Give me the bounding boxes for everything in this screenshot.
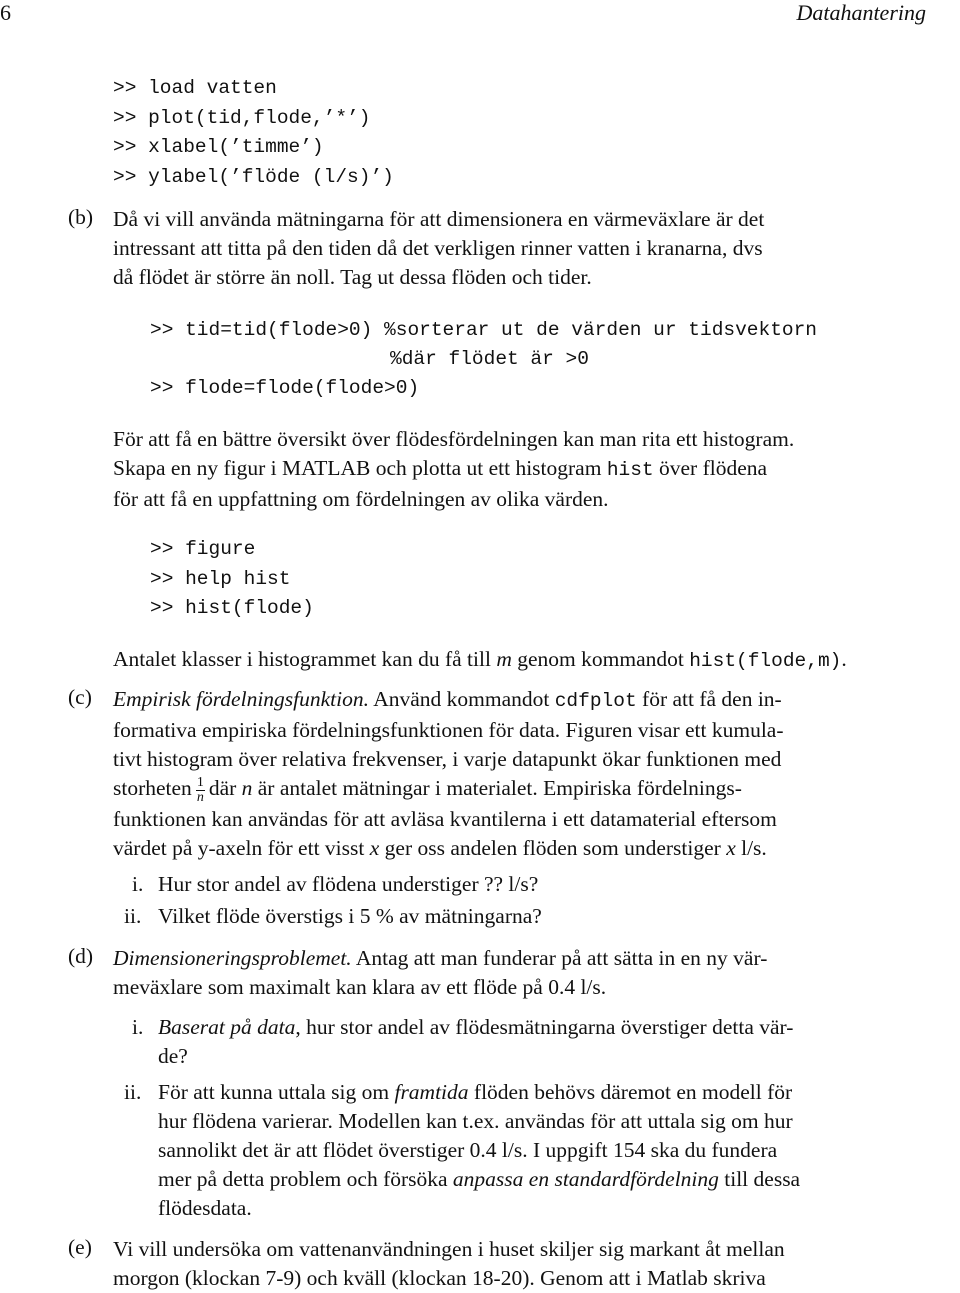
text-span: Skapa en ny figur i MATLAB och plotta ut ett histogram — [113, 456, 607, 480]
text-span: ger oss andelen flöden som understiger — [379, 835, 727, 860]
text-line: meväxlare som maximalt kan klara av ett flöde på 0.4 l/s. — [113, 975, 607, 999]
text-span: Använd kommandot — [369, 687, 555, 711]
text-span: Antag att man funderar på att sätta in en ny vär- — [351, 946, 768, 970]
text-line: flödesdata. — [158, 1196, 252, 1220]
code-line: >> plot(tid,flode,’*’) — [113, 106, 371, 129]
code-block-hist — [150, 535, 314, 624]
fraction-denominator: n — [196, 789, 204, 805]
text-line — [113, 774, 784, 805]
list-item-text — [158, 1078, 800, 1223]
code-line: %där flödet är >0 — [390, 348, 589, 370]
inline-code: hist(flode,m) — [689, 650, 842, 672]
text-line: Då vi vill använda mätningarna för att dimensionera en värmeväxlare är det — [113, 207, 765, 231]
paragraph-b — [113, 205, 764, 292]
text-span: mer på detta problem och försöka — [158, 1167, 453, 1191]
paragraph-e — [113, 1235, 785, 1293]
list-number: i. — [132, 1015, 144, 1039]
emphasis: Baserat på data — [158, 1015, 296, 1039]
section-title: Empirisk fördelningsfunktion. — [113, 687, 369, 711]
text-span: över flödena — [653, 456, 768, 480]
list-item-text — [158, 1013, 793, 1071]
text-span: där — [208, 776, 242, 800]
text-line: hur flödena varierar. Modellen kan t.ex. användas för att uttala sig om hur — [158, 1109, 793, 1133]
paragraph-d — [113, 944, 767, 1002]
text-span: är antalet mätningar i materialet. Empiriska fördelnings- — [252, 776, 742, 800]
code-line: >> load vatten — [113, 77, 277, 99]
list-item-text: Vilket flöde överstigs i 5 % av mätningarna? — [158, 904, 542, 928]
emphasis: anpassa en standardfördelning — [452, 1167, 719, 1191]
text-line: morgon (klockan 7-9) och kväll (klockan 18-20). Genom att i Matlab skriva — [113, 1266, 766, 1290]
text-line — [158, 1013, 793, 1042]
page-number: 6 — [0, 0, 11, 25]
text-span: till dessa — [718, 1167, 801, 1191]
math-m: m — [496, 647, 512, 671]
paragraph-c — [113, 685, 784, 863]
text-span: l/s. — [735, 835, 767, 860]
code-line: >> ylabel(’flöde (l/s)’) — [113, 165, 394, 188]
text-span: Antalet klasser i histogrammet kan du få till — [113, 647, 497, 671]
text-span: . — [841, 647, 847, 671]
text-span: , hur stor andel av flödesmätningarna överstiger detta vär- — [295, 1015, 794, 1039]
item-label-c: (c) — [68, 685, 92, 709]
text-line — [158, 1165, 800, 1194]
text-span: flöden behövs däremot en modell för — [468, 1080, 793, 1104]
text-span: För att kunna uttala sig om — [158, 1080, 395, 1104]
fraction-numerator: 1 — [196, 774, 204, 790]
text-span: storheten — [113, 776, 192, 800]
fraction — [196, 776, 205, 805]
list-number: ii. — [124, 1080, 142, 1104]
text-line: För att få en bättre översikt över flödesfördelningen kan man rita ett histogram. — [113, 427, 795, 451]
text-line: tivt histogram över relativa frekvenser, i varje datapunkt ökar funktionen med — [113, 747, 782, 771]
section-title: Dimensioneringsproblemet. — [113, 946, 352, 970]
text-line — [113, 685, 784, 716]
inline-code: cdfplot — [554, 690, 637, 712]
text-line: Vi vill undersöka om vattenanvändningen i huset skiljer sig markant åt mellan — [113, 1237, 785, 1261]
text-span: värdet på y-axeln för ett visst — [113, 835, 370, 860]
item-label-e: (e) — [68, 1235, 92, 1259]
text-line — [158, 1078, 800, 1107]
text-line: då flödet är större än noll. Tag ut dessa flöden och tider. — [113, 265, 592, 289]
code-line: >> xlabel(’timme’) — [113, 136, 324, 158]
list-number: i. — [132, 872, 144, 896]
item-label-b: (b) — [68, 205, 94, 229]
inline-code: hist — [606, 459, 654, 481]
code-line: >> flode=flode(flode>0) — [150, 377, 420, 399]
math-x: x — [369, 835, 380, 860]
text-span: genom kommandot — [511, 647, 690, 671]
text-line: formativa empiriska fördelningsfunktionen för data. Figuren visar ett kumula- — [113, 718, 784, 742]
math-x: x — [726, 835, 736, 860]
math-n: n — [241, 776, 253, 800]
emphasis: framtida — [394, 1080, 469, 1104]
code-line: >> hist(flode) — [150, 597, 314, 619]
text-span: för att få den in- — [636, 687, 782, 711]
text-line: de? — [158, 1044, 188, 1068]
code-line: >> tid=tid(flode>0) %sorterar ut de värden ur tidsvektorn — [150, 319, 818, 341]
text-line — [113, 834, 784, 863]
code-block-load — [113, 74, 394, 192]
list-item-text: Hur stor andel av flödena understiger ?? l/s? — [158, 872, 539, 896]
text-line: intressant att titta på den tiden då det verkligen rinner vatten i kranarna, dvs — [113, 236, 763, 260]
running-title: Datahantering — [796, 0, 926, 25]
list-number: ii. — [124, 904, 142, 928]
item-label-d: (d) — [68, 944, 94, 968]
text-line: funktionen kan användas för att avläsa kvantilerna i ett datamaterial eftersom — [113, 806, 777, 831]
code-line: >> help hist — [150, 567, 291, 590]
text-line: sannolikt det är att flödet överstiger 0.4 l/s. I uppgift 154 ska du fundera — [158, 1138, 778, 1162]
text-line — [113, 454, 794, 485]
paragraph-b-classes — [113, 645, 847, 676]
paragraph-b-histogram — [113, 425, 794, 514]
code-line: >> figure — [150, 538, 256, 560]
text-line — [113, 944, 767, 973]
text-line: för att få en uppfattning om fördelningen av olika värden. — [113, 487, 609, 511]
